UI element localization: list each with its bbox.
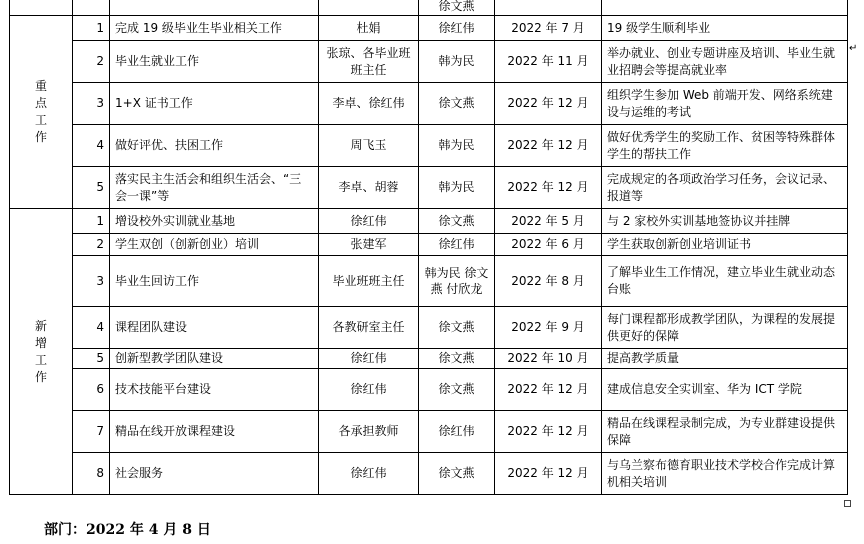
row-number: 4 [73, 307, 110, 349]
deadline: 2022 年 12 月 [495, 453, 602, 495]
deadline: 2022 年 8 月 [495, 256, 602, 307]
table-row [10, 349, 848, 369]
responsible-person: 徐红伟 [319, 209, 419, 234]
table-row [10, 83, 848, 125]
responsible-person [319, 0, 419, 16]
deadline: 2022 年 9 月 [495, 307, 602, 349]
work-item: 课程团队建设 [110, 307, 319, 349]
goal: 提高教学质量 [602, 349, 848, 369]
table-resize-handle[interactable] [844, 500, 851, 507]
deadline: 2022 年 12 月 [495, 83, 602, 125]
work-item: 学生双创（创新创业）培训 [110, 234, 319, 256]
supervisor: 徐文燕 [419, 349, 495, 369]
responsible-person: 各承担教师 [319, 411, 419, 453]
supervisor: 徐文燕 [419, 0, 495, 16]
work-plan-table [9, 0, 848, 495]
deadline: 2022 年 11 月 [495, 41, 602, 83]
supervisor: 徐文燕 [419, 369, 495, 411]
responsible-person: 毕业班班主任 [319, 256, 419, 307]
supervisor: 徐文燕 [419, 209, 495, 234]
supervisor: 徐红伟 [419, 234, 495, 256]
work-item: 落实民主生活会和组织生活会、“三会一课”等 [110, 167, 319, 209]
goal: 建成信息安全实训室、华为 ICT 学院 [602, 369, 848, 411]
supervisor: 徐红伟 [419, 16, 495, 41]
deadline: 2022 年 12 月 [495, 125, 602, 167]
supervisor: 徐文燕 [419, 307, 495, 349]
work-item: 完成 19 级毕业生毕业相关工作 [110, 16, 319, 41]
responsible-person: 徐红伟 [319, 349, 419, 369]
goal: 做好优秀学生的奖励工作、贫困等特殊群体学生的帮扶工作 [602, 125, 848, 167]
row-number: 2 [73, 234, 110, 256]
row-number: 2 [73, 41, 110, 83]
responsible-person: 李卓、徐红伟 [319, 83, 419, 125]
row-number: 3 [73, 83, 110, 125]
row-number: 8 [73, 453, 110, 495]
category-label: 新增工作 [34, 318, 47, 384]
table-row [10, 0, 848, 16]
category-cell [10, 209, 73, 495]
footer-date: 部门：2022 年 4 月 8 日 [44, 522, 211, 538]
deadline: 2022 年 5 月 [495, 209, 602, 234]
table-row [10, 209, 848, 234]
table-row [10, 125, 848, 167]
goal: 与 2 家校外实训基地签协议并挂牌 [602, 209, 848, 234]
work-item: 毕业生回访工作 [110, 256, 319, 307]
work-item: 社会服务 [110, 453, 319, 495]
goal: 与乌兰察布德育职业技术学校合作完成计算机相关培训 [602, 453, 848, 495]
work-item: 精品在线开放课程建设 [110, 411, 319, 453]
responsible-person: 李卓、胡蓉 [319, 167, 419, 209]
work-item: 增设校外实训就业基地 [110, 209, 319, 234]
table-row [10, 16, 848, 41]
supervisor: 韩为民 徐文燕 付欣龙 [419, 256, 495, 307]
work-item: 1+X 证书工作 [110, 83, 319, 125]
supervisor: 徐文燕 [419, 83, 495, 125]
goal: 学生获取创新创业培训证书 [602, 234, 848, 256]
work-item: 技术技能平台建设 [110, 369, 319, 411]
table-row [10, 453, 848, 495]
work-item: 创新型教学团队建设 [110, 349, 319, 369]
category-cell [10, 0, 73, 16]
table-row [10, 234, 848, 256]
row-number: 6 [73, 369, 110, 411]
responsible-person: 各教研室主任 [319, 307, 419, 349]
supervisor: 韩为民 [419, 125, 495, 167]
deadline: 2022 年 6 月 [495, 234, 602, 256]
deadline: 2022 年 12 月 [495, 369, 602, 411]
table-row [10, 307, 848, 349]
responsible-person: 徐红伟 [319, 453, 419, 495]
goal: 举办就业、创业专题讲座及培训、毕业生就业招聘会等提高就业率 [602, 41, 848, 83]
responsible-person: 张琼、各毕业班班主任 [319, 41, 419, 83]
goal: 了解毕业生工作情况，建立毕业生就业动态台账 [602, 256, 848, 307]
table-row [10, 411, 848, 453]
deadline: 2022 年 7 月 [495, 16, 602, 41]
table-row [10, 41, 848, 83]
deadline: 2022 年 12 月 [495, 167, 602, 209]
responsible-person: 张建军 [319, 234, 419, 256]
supervisor: 徐文燕 [419, 453, 495, 495]
deadline [495, 0, 602, 16]
goal: 19 级学生顺利毕业 [602, 16, 848, 41]
category-cell [10, 16, 73, 209]
responsible-person: 徐红伟 [319, 369, 419, 411]
work-item [110, 0, 319, 16]
row-number: 3 [73, 256, 110, 307]
table-row [10, 369, 848, 411]
deadline: 2022 年 12 月 [495, 411, 602, 453]
goal [602, 0, 848, 16]
supervisor: 韩为民 [419, 167, 495, 209]
goal: 每门课程都形成教学团队，为课程的发展提供更好的保障 [602, 307, 848, 349]
row-number: 7 [73, 411, 110, 453]
category-label: 重点工作 [34, 79, 47, 144]
row-number: 5 [73, 167, 110, 209]
row-number: 4 [73, 125, 110, 167]
table-row [10, 167, 848, 209]
responsible-person: 周飞玉 [319, 125, 419, 167]
responsible-person: 杜娟 [319, 16, 419, 41]
deadline: 2022 年 10 月 [495, 349, 602, 369]
work-item: 毕业生就业工作 [110, 41, 319, 83]
goal: 组织学生参加 Web 前端开发、网络系统建设与运维的考试 [602, 83, 848, 125]
table-end-mark: ↵ [849, 43, 858, 54]
goal: 完成规定的各项政治学习任务，会议记录、报道等 [602, 167, 848, 209]
supervisor: 徐红伟 [419, 411, 495, 453]
row-number [73, 0, 110, 16]
row-number: 1 [73, 209, 110, 234]
table-row [10, 256, 848, 307]
row-number: 1 [73, 16, 110, 41]
supervisor: 韩为民 [419, 41, 495, 83]
row-number: 5 [73, 349, 110, 369]
work-item: 做好评优、扶困工作 [110, 125, 319, 167]
goal: 精品在线课程录制完成，为专业群建设提供保障 [602, 411, 848, 453]
